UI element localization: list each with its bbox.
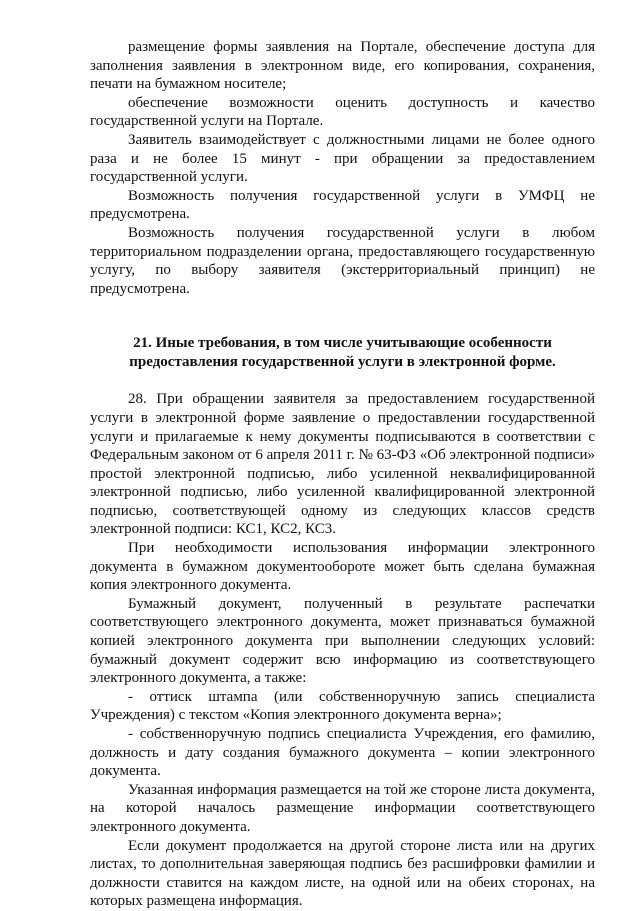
spacer <box>90 372 595 390</box>
paragraph-umfc: Возможность получения государственной услуги в УМФЦ не предусмотрена. <box>90 187 595 223</box>
paragraph-copy-conditions: Бумажный документ, полученный в результате распечатки соответствующего электронного документа, может признаваться бумажной копией электронного документа при выполнении следующих условий: бумажный документ содержит всю информацию из соответствующего электронного документа, а также: <box>90 595 595 687</box>
paragraph-interaction-limit: Заявитель взаимодействует с должностными лицами не более одного раза и не более 15 минут - при обращении за предоставлением государственной услуги. <box>90 131 595 186</box>
spacer <box>90 298 595 334</box>
paragraph-extraterritorial: Возможность получения государственной услуги в любом территориальном подразделении органа, предоставляющего государственную услугу, по выбору заявителя (экстерриториальный принцип) не предусмотрена. <box>90 224 595 297</box>
paragraph-paper-copy: При необходимости использования информации электронного документа в бумажном документообороте может быть сделана бумажная копия электронного документа. <box>90 540 595 594</box>
paragraph-quality-assessment: обеспечение возможности оценить доступность и качество государственной услуги на Портале. <box>90 94 595 130</box>
paragraph-portal-form: размещение формы заявления на Портале, обеспечение доступа для заполнения заявления в электронном виде, его копирования, сохранения, печати на бумажном носителе; <box>90 39 595 93</box>
section-heading <box>90 334 595 372</box>
section-heading-line-2: предоставления государственной услуги в электронной форме. <box>129 354 556 371</box>
paragraph-same-side: Указанная информация размещается на той же стороне листа документа, на которой началось размещение информации соответствующего электронного документа. <box>90 781 595 835</box>
paragraph-other-pages: Если документ продолжается на другой стороне листа или на других листах, то дополнительная заверяющая подпись без расшифровки фамилии и должности ставится на каждом листе, на одной или на обеих сторонах, на которых размещена информация. <box>90 837 595 910</box>
list-item-signature: - собственноручную подпись специалиста Учреждения, его фамилию, должность и дату создания бумажного документа – копии электронного документа. <box>90 726 595 780</box>
paragraph-item-28: 28. При обращении заявителя за предоставлением государственной услуги в электронной форме заявление о предоставлении государственной услуги и прилагаемые к нему документы подписываются в соответствии с Федеральным законом от 6 апреля 2011 г. № 63-ФЗ «Об электронной подписи» простой электронной подписью, либо усиленной неквалифицированной электронной подписью, либо усиленной квалифицированной электронной подписью, соответствующей одному из следующих классов средств электронной подписи: КС1, КС2, КС3. <box>90 391 595 538</box>
list-item-stamp: - оттиск штампа (или собственноручную запись специалиста Учреждения) с текстом «Копия электронного документа верна»; <box>90 688 595 724</box>
section-heading-line-1: 21. Иные требования, в том числе учитывающие особенности <box>133 335 552 352</box>
